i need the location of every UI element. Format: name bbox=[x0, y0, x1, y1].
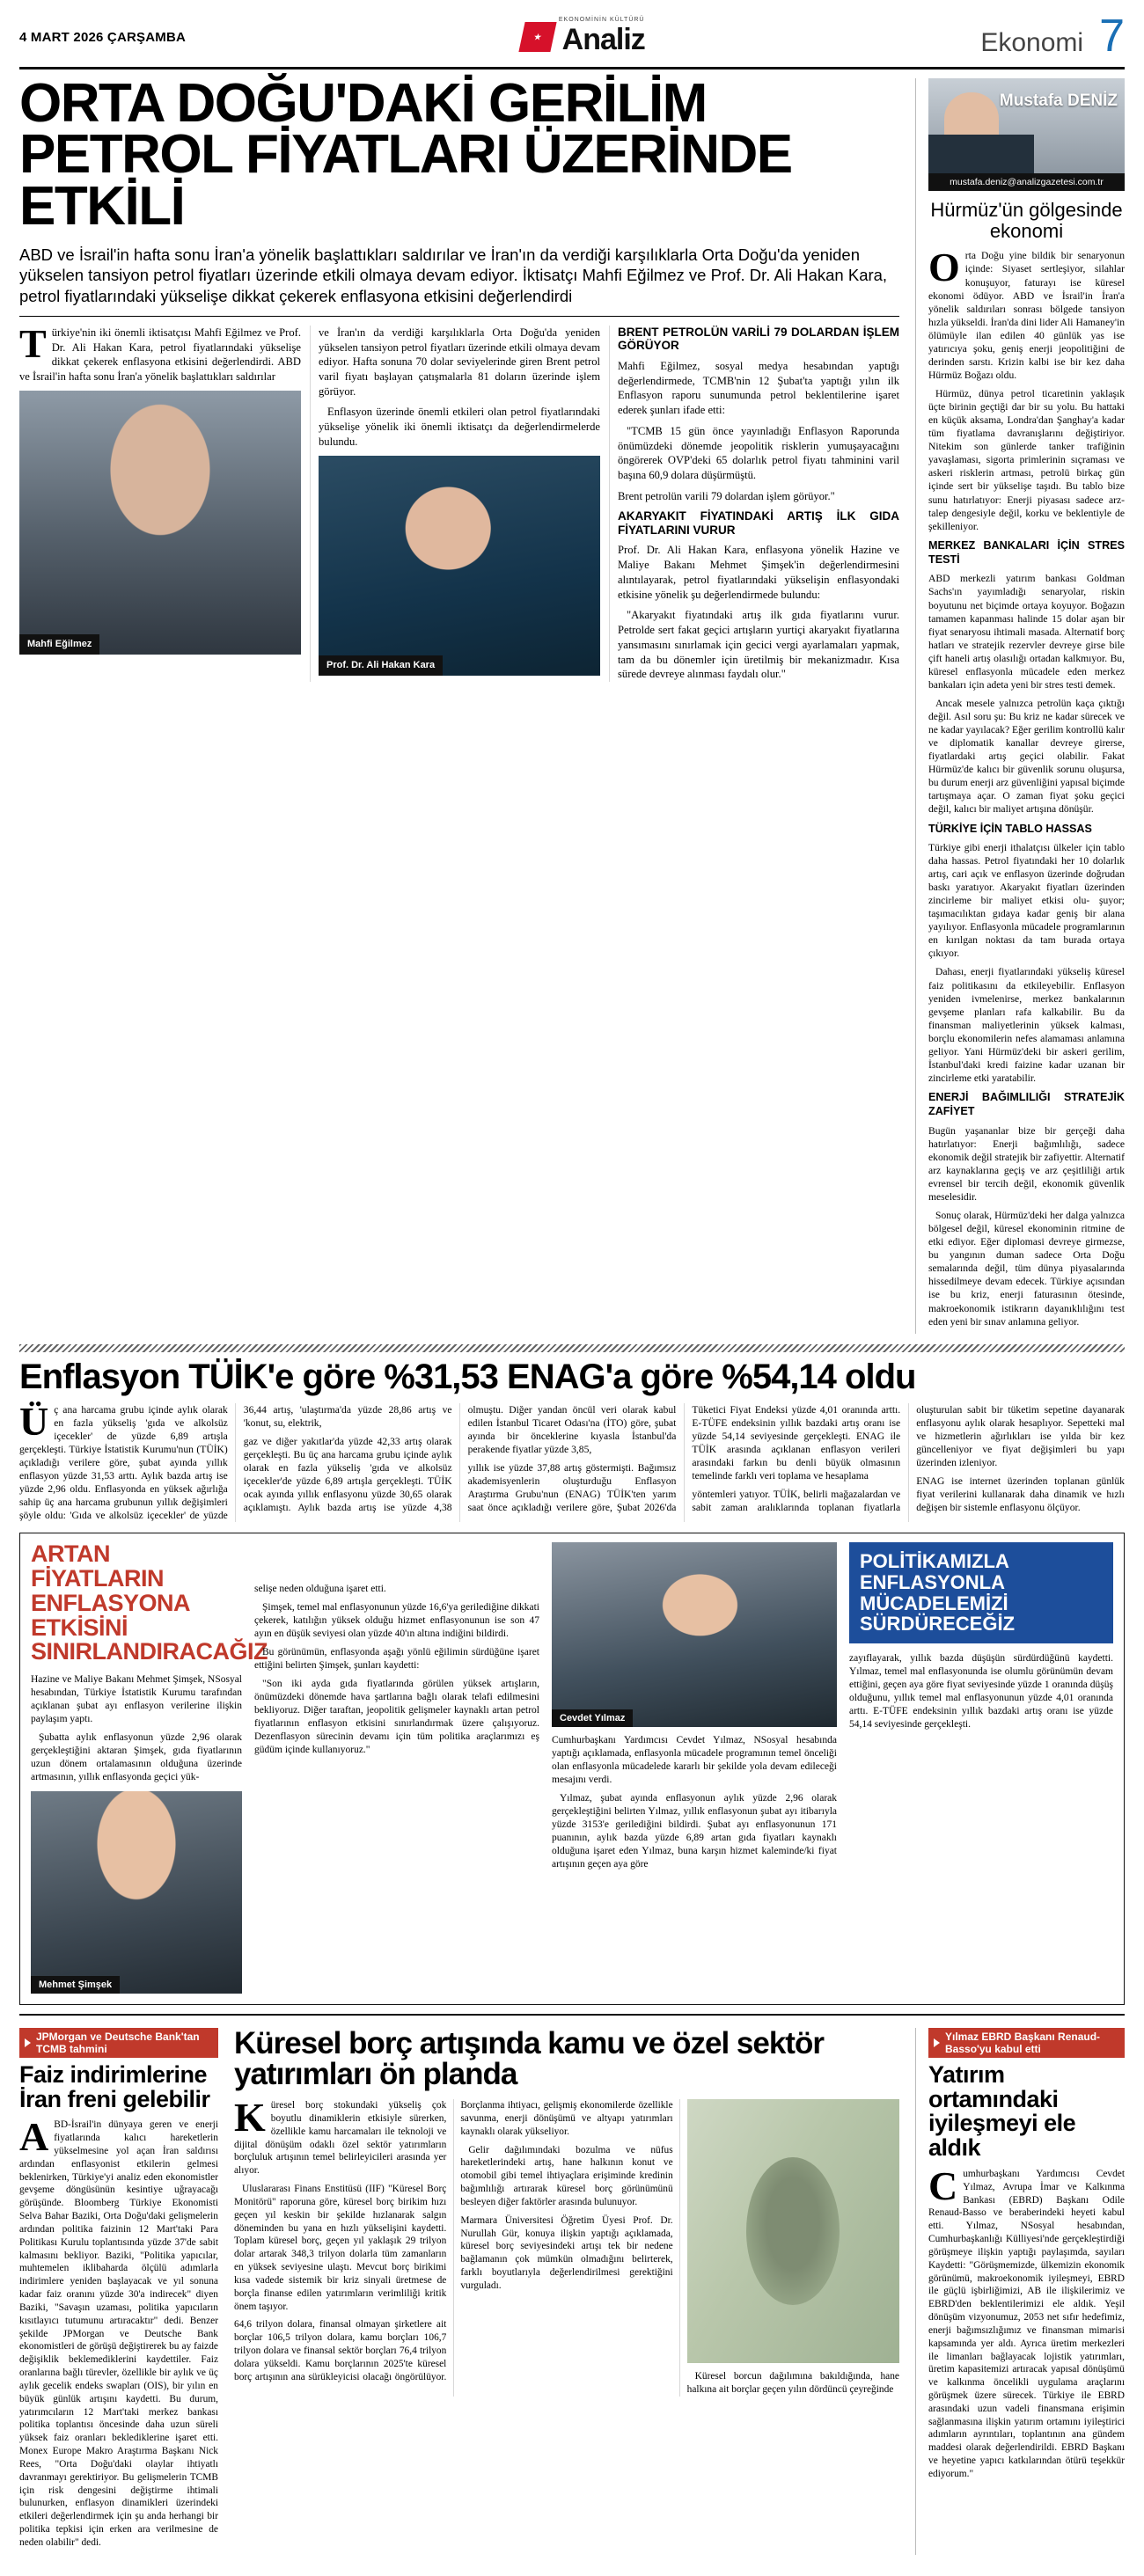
column-paragraph: Dahası, enerji fiyatlarındaki yükseliş küresel faiz politikasını da etkileyebilir. Enflasyon yeniden ivmelenirse, merkez bankalarının gevşeme planları rafa kalkabilir. Bu da finansman maliyetlerinin yüksek kalması, borçlu ekonomilerin nefes alamaması anlamına geliyor. Yani Hürmüz'deki bir askeri gerilim, İstanbul'daki kredi faizine kadar uzanan bir zincirleme etki yaratabilir. bbox=[928, 966, 1125, 1084]
logo-wordmark: Analiz bbox=[561, 23, 645, 56]
box-paragraph: Şubatta aylık enflasyonun yüzde 2,96 olarak gerçekleştiğini aktaran Şimşek, gıda fiyatlarının uzun dönem ortalamasının olduğuna üzerinde artmasının, yıllık enflasyonda geçici yük- bbox=[31, 1731, 242, 1782]
inflation-paragraph: gaz ve diğer yakıtlar'da yüzde 42,33 artış olarak gerçekleşti. Bu üç ana harcama grubu içinde aylık olarak en fazla yükseliş 'gıda ve alkolsüz içecekler'de yüzde 6,89 artışla gerçekleşti. TÜİK ocak ayında yıllık enflasyonu yüzde 30,65 olarak açıklamıştı. Aylık bazda artış ise yüzde 4,38 olmuştu. Diğer yandan öncül veri olarak kabul edilen İstanbul Ticaret Odası'na (İTO) göre, şubat ayında bir önceklerine kıyasla İstanbul'da perakende fiyatlar yüzde 3,85, bbox=[243, 1403, 677, 1514]
box-paragraph: Cumhurbaşkanı Yardımcısı Cevdet Yılmaz, NSosyal hesabında yaptığı açıklamada, enflasyonla mücadele programının temel önceliği olan enflasyonla mücadelede kararlı bir şekilde yola devam edileceği mesajını verdi. bbox=[552, 1735, 837, 1786]
debt-paragraph: 64,6 trilyon dolara, finansal olmayan şirketlere ait borçlar 106,5 trilyon dolara, kamu borçları 106,7 trilyon dolara ve finansal sektör borçları 76,4 trilyon dolara yükseldi. Kamu borçlarının 2025'te küresel borç artışının ana sürükleyicisi olacağı öngörülüyor. Borçlanma ihtiyacı, gelişmiş ekonomilerde özellikle savunma, enerji dönüşümü ve altyapı yatırımları kaynaklı olarak yükseliyor. bbox=[234, 2100, 673, 2382]
inflation-paragraph: Üç ana harcama grubu içinde aylık olarak en fazla yükseliş 'gıda ve alkolsüz içecekler' de yüzde 6,89 artışla gerçekleşti. Türkiye İstatistik Kurumu'nun (TÜİK) açıkladığı verilere göre, şubat ayında yıllık enflasyon yüzde 31,53 arttı. Aylık bazda artış ise yüzde 2,96 oldu. Enflasyonda en yüksek ağırlığa sahip üç ana harcama grubunun yıllık değişimleri şöyle oldu: 'Gıda ve alkolsüz içecekler' de yüzde 36,44 artış, 'ulaştırma'da yüzde 28,86 artış ve 'konut, su, elektrik, bbox=[19, 1398, 452, 1522]
lead-story bbox=[19, 73, 899, 1334]
debt-paragraph: Marmara Üniversitesi Öğretim Üyesi Prof. Dr. Nurullah Gür, konuya ilişkin yaptığı açıklamada, küresel borç seviyesindeki artışı tek bir nedene bağlamanın çok mümkün olmadığını belirterek, farklı boyutlarıyla değerlendirilmesi gerektiğini vurguladı. bbox=[460, 2214, 673, 2291]
global-debt-story bbox=[234, 2025, 899, 2555]
lead-paragraph: Enflasyon üzerinde önemli etkileri olan petrol fiyatlarındaki yükselişe yönelik iki önemli iktisatçı da değerlendirmelerde bulundu. bbox=[319, 406, 600, 448]
inflation-headline: Enflasyon TÜİK'e göre %31,53 ENAG'a göre %54,14 oldu bbox=[19, 1357, 916, 1396]
lead-body bbox=[19, 320, 899, 682]
box-paragraph: "Son iki ayda gıda fiyatlarında görülen yüksek artışların, önümüzdeki dönemde hava şartlarına bağlı olarak telafi edilmesini bekliyoruz. Diğer taraftan, jeopolitik gelişmeler kaynaklı artan petrol fiyatlarının enflasyon etkisini sınırlandırmak üzere çalışıyoruz. Dezenflasyon sürecinin devamı için tüm politika araçlarımızı eş güdüm içinde kullanıyoruz." bbox=[254, 1678, 539, 1755]
photo-caption: Mahfi Eğilmez bbox=[19, 634, 99, 655]
columnist-photo bbox=[928, 78, 1125, 173]
box-col-2 bbox=[254, 1542, 539, 1993]
ebrd-kicker bbox=[928, 2028, 1125, 2058]
box-col-4 bbox=[849, 1542, 1113, 1993]
lead-paragraph: Türkiye'nin iki önemli iktisatçısı Mahfi Eğilmez ve Prof. Dr. Ali Hakan Kara, petrol fiyatlarındaki yükselişe dikkat çekerek enflasyona etkisini değerlendirdi. ABD ve İsrail'in hafta sonu İran'a yönelik başlattıkları saldırılar bbox=[19, 320, 301, 384]
play-triangle-icon bbox=[25, 2038, 31, 2047]
lead-paragraph: Brent petrolün varili 79 dolardan işlem görüyor." bbox=[618, 489, 835, 502]
column-title: Hürmüz'ün gölgesinde ekonomi bbox=[930, 199, 1123, 243]
bottom-rule bbox=[19, 2014, 1125, 2016]
banknote-portrait-oval bbox=[746, 2157, 840, 2305]
kicker-label: JPMorgan ve Deutsche Bank'tan TCMB tahmini bbox=[36, 2030, 200, 2055]
lead-subhead: AKARYAKIT FİYATINDAKİ ARTIŞ İLK GIDA FİYATLARINI VURUR bbox=[618, 509, 899, 537]
lead-paragraph: "TCMB 15 gün önce yayınladığı Enflasyon Raporunda önümüzdeki dönemde jeopolitik risklerin yumuşayacağını öngörerek OVP'deki 65 dolarlık petrol fiyatı tahminini varil başına 60,9 dolara düşürmüştü. bbox=[618, 424, 899, 481]
global-debt-headline: Küresel borç artışında kamu ve özel sektör yatırımları ön planda bbox=[234, 2025, 824, 2092]
columnist-name: Mustafa DENİZ bbox=[999, 91, 1118, 110]
column-paragraph: Orta Doğu yine bildik bir senaryonun içinde: Siyaset sertleşiyor, silahlar konuşuyor, faturayı ise küresel ekonomi ödüyor. ABD ve İsrail'in İran'a yönelik saldırıları sonrası bölgede tansiyon hızla yükseldi. İran'da dini lider Ali Hamaney'in ölümüyle ilan edilen 40 günlük yas ise yatırıcıya şoku, geniş enerji jeopolitiğini de derinden sarstı. Krizin kalbi ise bir kez daha Hürmüz Boğazı oldu. bbox=[928, 245, 1125, 381]
ebrd-title: Yatırım ortamındaki iyileşmeyi ele aldık bbox=[928, 2060, 1076, 2162]
box-paragraph: Hazine ve Maliye Bakanı Mehmet Şimşek, NSosyal hesabından, Türkiye İstatistik Kurumu tarafından açıklanan şubat ayı enflasyon verilerine ilişkin paylaşım yaptı. bbox=[31, 1674, 242, 1725]
tcmb-paragraph: ABD-İsrail'in dünyaya geren ve enerji fiyatlarında kalıcı hareketlerin yükselmesine yol açan İran saldırısı ardından enflasyonist etkilerin gelmesi beklenirken, Türkiye'yi analiz eden ekonomistler gevşeme döngüsünün kesintiye uğrayacağı görüşünde. Bloomberg Türkiye Ekonomisti Selva Bahar Baziki, Orta Doğu'daki gelişmelerin ardından politika faizinin 12 Mart'taki Para Politikası Kurulu toplantısında yüzde 37'de sabit kalmasını bekliyor. Baziki, "Politika yapıcılar, muhtemelen iklibaharda ölçülü adımlarla indirimlere yeniden başlayacak ve yıl sonuna kadar faiz oranını yüzde 30'a indirecek" diyen Baziki, "Savaşın uzaması, politika yapıcıların kısıtlayıcı tutumunu artıracaktır" dedi. Benzer şekilde JPMorgan ve Deutsche Bank ekonomistleri de görüşü değiştirerek bu ay faizde değişiklik beklemediklerini kaydettiler. Faiz oranlarına bağlı türevler, özellikle bir aylık ve üç aylık gecelik endeks swapları (OIS), bir yılın en büyük günlük artışını kaydetti. Bu durum, yatırımcıların 12 Mart'taki merkez bankası politika toplantısı öncesinde daha uzun süreli yüksek faiz oranları beklediklerine işaret etti. Monex Europe Makro Araştırma Başkanı Nick Rees, "Orta Doğu'daki olaylar ihtiyatlı davranmayı gerektiriyor. Bu gelişmelerin TCMB için risk dengesini değiştirme ihtimali bulunurken, enflasyon dinamikleri üzerindeki etkileri değerlendirmek için şu anda herhangi bir politika tepkisi için erken ara verilmesine de neden olabilir" dedi. bbox=[19, 2114, 218, 2548]
box-paragraph: selişe neden olduğuna işaret etti. bbox=[254, 1584, 386, 1595]
section-name: Ekonomi bbox=[980, 28, 1084, 57]
column-subhead: TÜRKİYE İÇİN TABLO HASSAS bbox=[928, 822, 1092, 835]
columnist-email[interactable]: mustafa.deniz@analizgazetesi.com.tr bbox=[928, 173, 1125, 191]
inflation-story bbox=[19, 1359, 1125, 1523]
column-paragraph: Bugün yaşananlar bize bir gerçeği daha hatırlatıyor: Enerji bağımlılığı, sadece ekonomik değil stratejik bir zafiyettir. Alternatif arz kaynaklarına geçiş ve arz çeşitliliği artık evrensel bir tercih değil, ekonomik güvenlik meselesidir. bbox=[928, 1124, 1125, 1204]
column-paragraph: Hürmüz, dünya petrol ticaretinin yaklaşık üçte birinin geçtiği dar bir su yolu. Bu hattaki en küçük aksama, Londra'dan Şanghay'a kadar tüm fiyatlama davranışlarını değiştiriyor. Nitekim son günlerde tanker trafiğinin yavaşlaması, sigorta primlerinin sıçraması ve askeri risklerin artması, petrolü birkaç gün içinde sert bir yükselişe taşıdı. Bu tablo bize sunu hatırlatıyor: Enerji piyasası sadece arz-talep dengesiyle değil, korku ve beklentiyle de şekilleniyor. bbox=[928, 388, 1125, 532]
tcmb-title: Faiz indirimlerine İran freni gelebilir bbox=[19, 2060, 210, 2112]
column-subhead: ENERJİ BAĞIMLILIĞI STRATEJİK ZAFİYET bbox=[928, 1091, 1125, 1118]
tcmb-kicker bbox=[19, 2028, 218, 2058]
debt-paragraph: Gelir dağılımındaki bozulma ve nüfus hareketlerindeki artış, hane halkının konut ve otomobil gibi temel ihtiyaçlara erişiminde kredinin bağımlılığı artırarak küresel borç görünümünü besleyen diğer faktörler arasında bulunuyor. bbox=[460, 2144, 673, 2207]
tcmb-story bbox=[19, 2028, 218, 2555]
section-indicator bbox=[980, 11, 1125, 62]
column-subhead: MERKEZ BANKALARI İÇİN STRES TESTİ bbox=[928, 538, 1125, 567]
issue-date: 4 MART 2026 ÇARŞAMBA bbox=[19, 29, 187, 45]
debt-paragraph: Küresel borcun dağılımına bakıldığında, hane halkına ait borçlar geçen yılın dördüncü çeyreğinde bbox=[686, 2371, 899, 2395]
lead-paragraph: "Akaryakıt fiyatındaki artış ilk gıda fiyatlarını vurur. Petrolde sert fakat geçici artışların yurtiçi akaryakıt fiyatlarına yansımasını sınırlamak için gecici vergi ayarlamaları yapmak, tam da bu dönemler için üretilmiş bir mekanizmadır. Kısa sürede devreye alınması faydalı olur." bbox=[618, 609, 899, 681]
lead-headline: ORTA DOĞU'DAKİ GERİLİM PETROL FİYATLARI ÜZERİNDE ETKİLİ bbox=[19, 73, 792, 237]
box-col-1 bbox=[31, 1540, 268, 1993]
photo-ali-hakan-kara bbox=[319, 456, 600, 676]
inflation-paragraph: yöntemleri yatıyor. TÜİK, belirli mağazalardan ve sabit zaman aralıklarında toplanan fiyatlarla oluşturulan sabit bir tüketim sepetine dayanarak enflasyonu aylık olarak hesaplıyor. Sepetteki mal ve hizmetlerin ağırlıkları ise yılda bir kez güncelleniyor ve fiyat değişimleri bu yapı üzerinden izleniyor. bbox=[692, 1403, 1125, 1514]
debt-paragraph: Uluslararası Finans Enstitüsü (IIF) "Küresel Borç Monitörü" raporuna göre, küresel borç birikim hızı geçen yıl keskin bir şekilde hızlanarak salgın döneminden bu yana en hızlı yükselişini kaydetti. Toplam küresel borç, geçen yıl yaklaşık 29 trilyon dolar artarak 348,3 trilyon dolarla tüm zamanların en yüksek seviyesine ulaştı. Mevcut borç birikimi kısa vadede sistemik bir kriz sinyali üretmese de borçla finanse edilen yatırımların verimliliği kritik önem taşıyor. bbox=[234, 2184, 447, 2312]
lead-rule bbox=[19, 316, 899, 317]
columnist-suit bbox=[928, 135, 1034, 173]
page-number: 7 bbox=[1099, 11, 1125, 62]
lead-subhead: BRENT PETROLÜN VARİLİ 79 DOLARDAN İŞLEM GÖRÜYOR bbox=[618, 325, 899, 353]
masthead-rule bbox=[19, 67, 1125, 70]
newspaper-logo bbox=[522, 17, 645, 57]
photo-dollar-banknotes bbox=[687, 2099, 899, 2363]
lead-deck: ABD ve İsrail'in hafta sonu İran'a yönelik başlattıkları saldırılar ve İran'ın da verdiği karşılıklarla Orta Doğu'da yeniden yükselen tansiyon petrol fiyatları üzerinde etkili olmaya devam ediyor. İktisatçı Mahfi Eğilmez ve Prof. Dr. Ali Hakan Kara, petrol fiyatlarındaki yükselişe dikkat çekerek enflasyona etkisini değerlendirdi bbox=[19, 245, 888, 306]
inflation-paragraph: ENAG ise internet üzerinden toplanan günlük fiyat verilerini kullanarak daha dinamik ve hızlı değişen bir sistemle enflasyonu ölçüyor. bbox=[916, 1475, 1125, 1514]
column-paragraph: Ancak mesele yalnızca petrolün kaça çıktığı değil. Asıl soru şu: Bu kriz ne kadar sürecek ve ne kadar yayılacak? Eğer gerilim kontrollü kalır ve diplomatik kanallar devreye girerse, fiyatlardaki artış geçici olabilir. Fakat Hürmüz'de kalıcı bir güvenlik sorunu oluşursa, bu durum enerji arz güvenliğini yapısal biçimde tartışmaya açar. O zaman fiyat şoku geçici değil, kalıcı bir maliyet artışına dönüşür. bbox=[928, 697, 1125, 816]
logo-subtitle: EKONOMİNİN KÜLTÜRÜ bbox=[558, 17, 645, 23]
column-paragraph: Sonuç olarak, Hürmüz'deki her dalga yalnızca bölgesel değil, küresel ekonominin ritmine de etki ediyor. Eğer diplomasi devreye girmezse, bu yangının duman sadece Orta Doğu semalarında değil, tüm dünya piyasalarında hissedilmeye devam edecek. Türkiye açısından ise bu kriz, enerji faturasının ötesinde, makroekonomik istikrarın dayanıklılığını test eden yeni bir sınav anlamına geliyor. bbox=[928, 1210, 1125, 1328]
masthead bbox=[19, 12, 1125, 67]
logo-mark-icon: ★ bbox=[518, 22, 556, 52]
photo-caption: Cevdet Yılmaz bbox=[552, 1709, 633, 1727]
box-paragraph: zayıflayarak, yıllık bazda düşüşün sürdürdüğünü kaydetti. Yılmaz, temel mal enflasyonunda ise olumlu görünümün devam ettiğini, geçen aya göre fiyat seviyesinde yüzde 1 oranında düşüş olduğunu, yıllık temel mal enflasyonunun yüzde 4,01 oranında arttı. E-TÜFE endeksinin yıllık bazdaki artış oranı ise yüzde 54,14 seviyesinde gerçekleşti. bbox=[849, 1653, 1113, 1730]
box-paragraph: Yılmaz, şubat ayında enflasyonun aylık yüzde 2,96 olarak gerçekleştiğini belirten Yılmaz, yıllık enflasyonun şubat ayı itibarıyla yüzde 3153'e gerilediğini bildirdi. Şubat ayı enflasyonunun 171 puanının, aylık bazda yüzde 6,89 artan gıda fiyatları kaynaklı olduğuna işaret eden Yılmaz, buna karşın hizmet kaleminde/ki fiyat artışının geçen aya göre bbox=[552, 1792, 837, 1870]
ebrd-story bbox=[915, 2028, 1125, 2555]
box-title: ARTAN FİYATLARIN ENFLASYONA ETKİSİNİ SINIRLANDIRACAĞIZ bbox=[31, 1540, 268, 1665]
lead-paragraph: Prof. Dr. Ali Hakan Kara, enflasyona yönelik Hazine ve Maliye Bakanı Mehmet Şimşek'in değerlendirmesini alıntılayarak, petrol fiyatlarındaki yükselişin enflasyondaki etkisine yönelik şu değerlendirmede bulundu: bbox=[618, 544, 899, 601]
simsek-yilmaz-box bbox=[19, 1533, 1125, 2004]
photo-mehmet-simsek bbox=[31, 1791, 242, 1994]
box-col-3 bbox=[552, 1542, 837, 1993]
box-paragraph: Şimşek, temel mal enflasyonunun yüzde 16,6'ya gerilediğine dikkati çekerek, katılığın yüksek olduğu hizmet enflasyonunun ise son 47 ayın en düşük seviyesi olan yüzde 40'ın altına indiğini bildirdi. bbox=[254, 1602, 539, 1640]
opinion-column bbox=[915, 78, 1125, 1334]
lead-paragraph: ve İran'ın da verdiği karşılıklarla Orta Doğu'da yeniden yükselen tansiyon petrol fiyatları üzerinde etkili olmaya devam ediyor. Hafta sonuna 70 dolar seviyelerinde giren Brent petrol varil fiyatı başlayan çatışmalarla 81 doların üzerinde işlem görüyor. bbox=[319, 326, 600, 398]
play-triangle-icon bbox=[934, 2038, 940, 2047]
section-divider bbox=[19, 1344, 1125, 1352]
lead-paragraph: Mahfi Eğilmez, sosyal medya hesabından yaptığı değerlendirmede, TCMB'nin 12 Şubat'ta yaptığı yılın ilk Enflasyon raporu sunumunda petrol beklentilerine işaret ederek şunları ifade etti: bbox=[618, 359, 899, 417]
photo-caption: Prof. Dr. Ali Hakan Kara bbox=[319, 655, 443, 676]
photo-caption: Mehmet Şimşek bbox=[31, 1976, 120, 1994]
ebrd-paragraph: Cumhurbaşkanı Yardımcısı Cevdet Yılmaz, Avrupa İmar ve Kalkınma Bankası (EBRD) Başkanı Odile Renaud-Basso ve beraberindeki heyeti kabul etti. Yılmaz, NSosyal hesabından, Cumhurbaşkanlığı Külliyesi'nde gerçekleştirdiği görüşmeye ilişkin yaptığı paylaşımda, sayıları Kaydetti: "Görüşmemizde, ülkemizin ekonomik görünümü, makroekonomik iyileşmeyi, EBRD ile güçlü işbirliğimizi, AB ile ilişkilerimiz ve EBRD'den beklentilerimizi ele aldık. Yeşil dönüşüm vizyonumuz, 2053 net sıfır hedefimiz, enerji bağımsızlığımız ve finansman mimarisi kapsamında yer aldı. Ayrıca üretim merkezleri ile limanları bağlayacak lojistik yatırımları, üretim kapasitemizi artıracak yapısal dönüşümü ve kalkınma öncelikli uygulama araçlarını görüşmek üzere sürecek. Türkiye ile EBRD arasındaki uzun vadeli finansmana erişimin sağlanmasına ilişkin yatırım ortamını iyileştirici adımların ayrıntıları, toplantının ana gündem maddesi olarak değerlendirildi. EBRD Başkanı ve heyetine yapıcı katkılarından ötürü teşekkür ediyorum." bbox=[928, 2163, 1125, 2479]
inflation-body bbox=[19, 1398, 1125, 1523]
box-paragraph: Bu görünümün, enflasyonda aşağı yönlü eğilimin sürdüğüne işaret ettiğini belirten Şimşek, şunları kaydetti: bbox=[254, 1646, 539, 1671]
inflation-paragraph: yıllık ise yüzde 37,88 artış göstermişti. Bağımsız akademisyenlerin oluşturduğu Enflasyon Araştırma Grubu'nun (ENAG) TÜİK'ten yarım saat önce açıkladığı verilere göre, Şubat 2026'da Tüketici Fiyat Endeksi yüzde 4,01 oranında arttı. E-TÜFE endeksinin yıllık bazdaki artış oranı ise yüzde 54,14 seviyesinde gerçekleşti. ENAG ile TÜİK arasında açıklanan enflasyon verileri arasındaki farkın bu denli büyük olmasının temelinde farklı veri toplama ve hesaplama bbox=[467, 1403, 901, 1514]
column-paragraph: Türkiye gibi enerji ithalatçısı ülkeler için tablo daha hassas. Petrol fiyatındaki her 10 dolarlık artış, cari açık ve enflasyon üzerinde doğrudan baskı yaratıyor. Akaryakıt fiyatları üzerinden zincirleme bir maliyet etkisi olu- şuyor; taşımacılıktan gıdaya kadar geniş bir alana yayılıyor. Enflasyonla mücadele programlarının en kırılgan noktası da tam burada ortaya çıkıyor. bbox=[928, 841, 1125, 960]
debt-paragraph: Küresel borç stokundaki yükseliş çok boyutlu dinamiklerin etkisiyle sürerken, özellikle kamu harcamaları ile teknoloji ve dijital dönüşüm odaklı özel sektör yatırımların borçluluk artışının temel belirleyicileri arasında yer alıyor. bbox=[234, 2095, 447, 2177]
photo-cevdet-yilmaz bbox=[552, 1542, 837, 1727]
box-banner: POLİTİKAMIZLA ENFLASYONLA MÜCADELEMİZİ SÜRDÜRECEĞİZ bbox=[849, 1542, 1113, 1643]
kicker-label: Yılmaz EBRD Başkanı Renaud-Basso'yu kabul etti bbox=[945, 2030, 1101, 2055]
column-paragraph: ABD merkezli yatırım bankası Goldman Sachs'ın yayımladığı senaryolar, riskin boyutunu net biçimde ortaya koyuyor. Boğazın tamamen kapanması halinde 15 dolar aşan bir fiyat senaryosu ihtimali masada. Alternatif borç hatları ve stratejik rezervler devreye girse bile çift haneli artış olasılığı ortadan kalkmıyor. Bu, küresel enflasyonla mücadele eden merkez bankaları için adeta yeni bir stres testi demek. bbox=[928, 573, 1125, 691]
photo-mahfi-egilmez bbox=[19, 391, 301, 655]
global-debt-body bbox=[234, 2095, 899, 2397]
